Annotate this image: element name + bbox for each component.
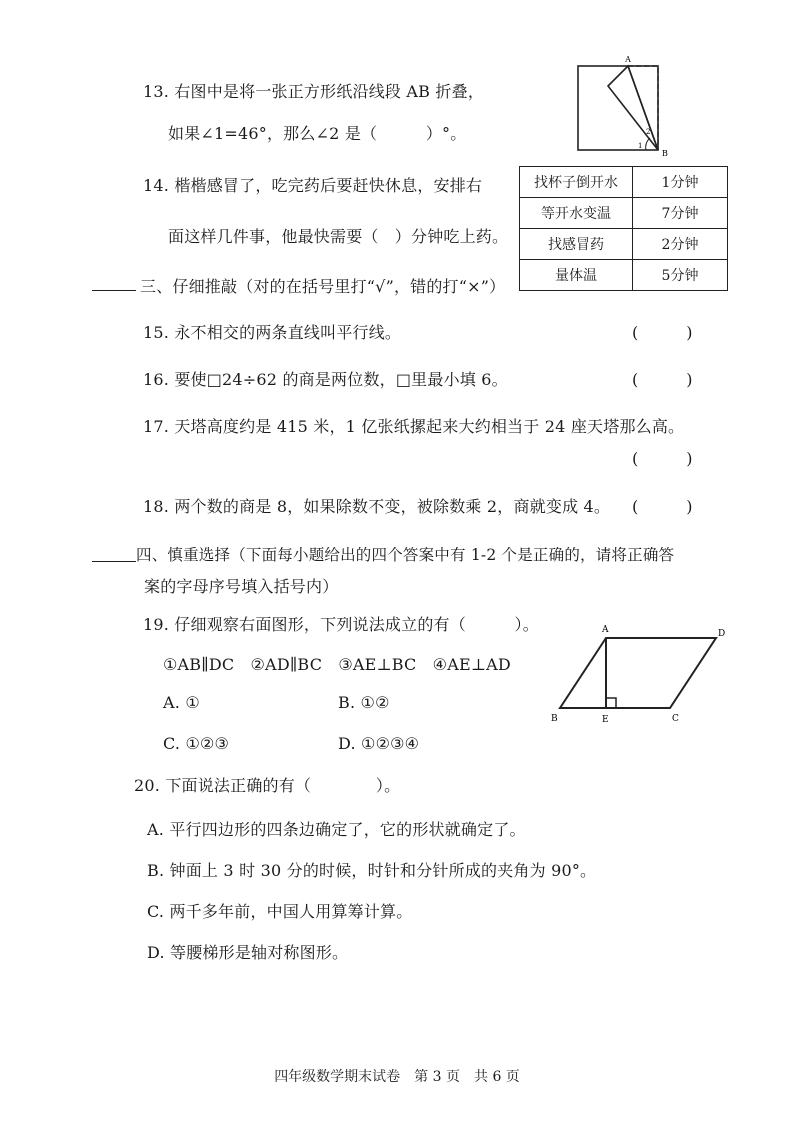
folded-flap bbox=[608, 66, 658, 150]
q16-answer-paren[interactable]: ( ) bbox=[632, 370, 693, 389]
label-e: E bbox=[602, 715, 609, 725]
score-blank-section3 bbox=[92, 290, 136, 291]
task-cell: 找感冒药 bbox=[520, 229, 633, 260]
label-c: C bbox=[672, 714, 679, 724]
q14-line1: 14. 楷楷感冒了，吃完药后要赶快休息，安排右 bbox=[143, 176, 483, 195]
q16-text: 16. 要使□24÷62 的商是两位数，□里最小填 6。 bbox=[143, 370, 508, 389]
q14-line2: 面这样几件事，他最快需要（ ）分钟吃上药。 bbox=[168, 227, 509, 246]
time-cell: 5分钟 bbox=[633, 260, 728, 291]
label-d: D bbox=[718, 629, 726, 639]
q13-line1: 13. 右图中是将一张正方形纸沿线段 AB 折叠， bbox=[143, 82, 485, 101]
section4-line1: 四、慎重选择（下面每小题给出的四个答案中有 1-2 个是正确的，请将正确答 bbox=[136, 546, 675, 564]
q19-option-d[interactable]: D. ①②③④ bbox=[338, 734, 420, 753]
q18-answer-paren[interactable]: ( ) bbox=[632, 497, 693, 516]
q20-option-b: B. 钟面上 3 时 30 分的时候，时针和分针所成的夹角为 90°。 bbox=[147, 861, 597, 880]
task-cell: 等开水变温 bbox=[520, 198, 633, 229]
q20-text: 20. 下面说法正确的有（ ）。 bbox=[134, 776, 401, 795]
section4-line2: 案的字母序号填入括号内） bbox=[144, 577, 339, 596]
q20-option-d: D. 等腰梯形是轴对称图形。 bbox=[147, 943, 349, 962]
q20-option-c: C. 两千多年前，中国人用算筹计算。 bbox=[147, 902, 413, 921]
right-angle-mark bbox=[606, 698, 616, 708]
q19-option-c[interactable]: C. ①②③ bbox=[163, 734, 230, 753]
time-table bbox=[519, 166, 728, 291]
page-footer: 四年级数学期末试卷 第 3 页 共 6 页 bbox=[274, 1069, 520, 1085]
task-cell: 量体温 bbox=[520, 260, 633, 291]
task-cell: 找杯子倒开水 bbox=[520, 167, 633, 198]
q17-text: 17. 天塔高度约是 415 米，1 亿张纸摞起来大约相当于 24 座天塔那么高。 bbox=[143, 417, 685, 436]
parallelogram-figure bbox=[548, 620, 738, 728]
q18-text: 18. 两个数的商是 8，如果除数不变，被除数乘 2，商就变成 4。 bbox=[143, 497, 611, 516]
q19-text: 19. 仔细观察右面图形，下列说法成立的有（ ）。 bbox=[143, 615, 539, 634]
square-outline bbox=[578, 66, 658, 150]
q19-option-a[interactable]: A. ① bbox=[163, 693, 200, 712]
angle-1-label: 1 bbox=[638, 142, 643, 150]
score-blank-section4 bbox=[92, 561, 136, 562]
angle-2-label: 2 bbox=[646, 128, 651, 136]
q13-line2: 如果∠1=46°，那么∠2 是（ ）°。 bbox=[168, 124, 467, 143]
label-b: B bbox=[551, 714, 558, 724]
table-row bbox=[520, 229, 728, 260]
label-a: A bbox=[602, 625, 609, 635]
q19-statements: ①AB∥DC ②AD∥BC ③AE⊥BC ④AE⊥AD bbox=[163, 655, 511, 674]
section3-title: 三、仔细推敲（对的在括号里打“√”，错的打“×”） bbox=[140, 277, 506, 296]
label-a: A bbox=[625, 55, 631, 64]
table-row bbox=[520, 167, 728, 198]
q20-option-a: A. 平行四边形的四条边确定了，它的形状就确定了。 bbox=[147, 820, 526, 839]
time-cell: 7分钟 bbox=[633, 198, 728, 229]
q19-option-b[interactable]: B. ①② bbox=[338, 693, 390, 712]
table-row bbox=[520, 198, 728, 229]
table-row bbox=[520, 260, 728, 291]
parallelogram-abcd bbox=[560, 638, 716, 708]
label-b: B bbox=[662, 149, 668, 157]
folded-square-figure bbox=[570, 52, 670, 157]
time-cell: 2分钟 bbox=[633, 229, 728, 260]
q17-answer-paren[interactable]: ( ) bbox=[632, 449, 693, 468]
time-cell: 1分钟 bbox=[633, 167, 728, 198]
q15-text: 15. 永不相交的两条直线叫平行线。 bbox=[143, 323, 402, 342]
q15-answer-paren[interactable]: ( ) bbox=[632, 323, 693, 342]
